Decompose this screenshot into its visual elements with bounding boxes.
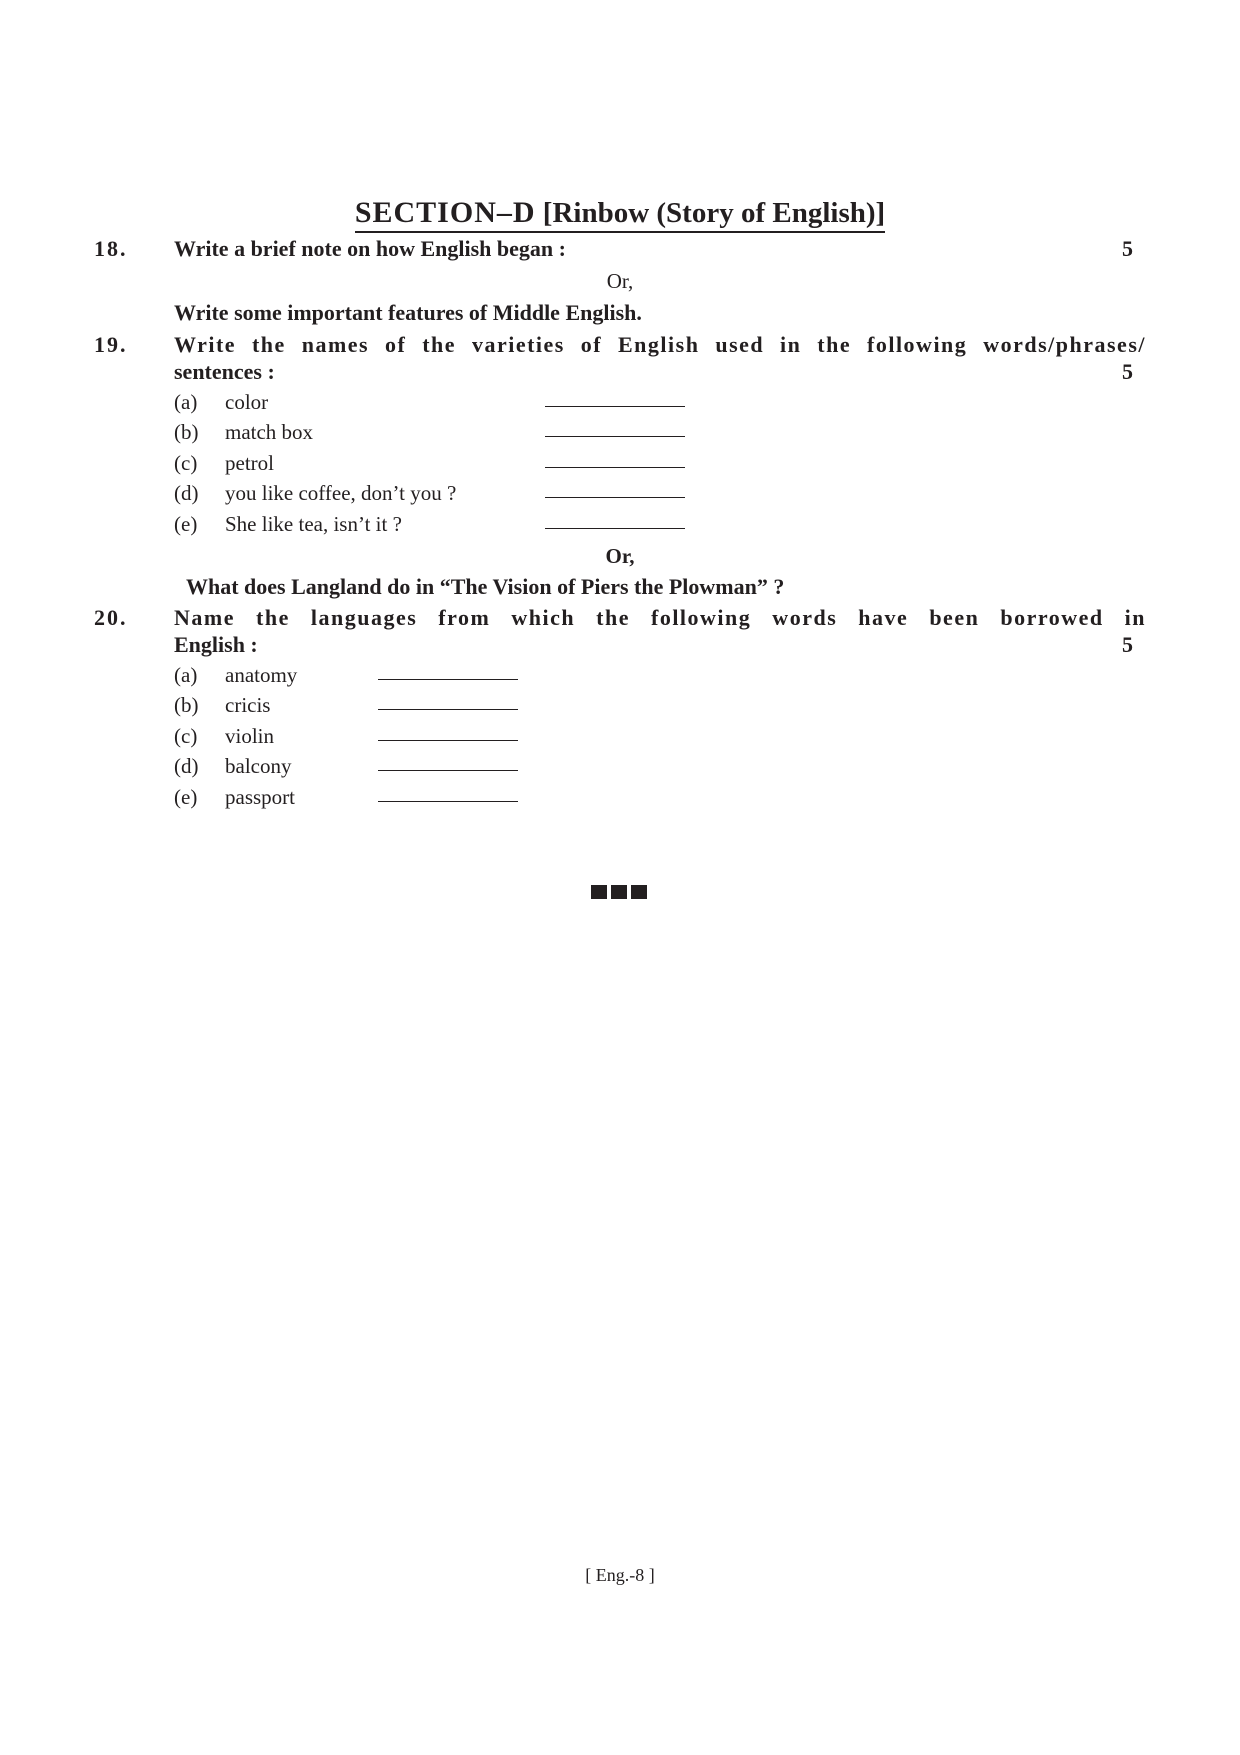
q20-option-label: (b) bbox=[174, 693, 199, 717]
q19-option-text: petrol bbox=[225, 451, 274, 475]
question-18-number: 18. bbox=[94, 236, 128, 261]
question-20-number: 20. bbox=[94, 605, 128, 630]
answer-blank bbox=[378, 709, 518, 710]
q20-option-text: balcony bbox=[225, 754, 292, 778]
square-icon bbox=[611, 885, 627, 899]
q20-option-label: (d) bbox=[174, 754, 199, 778]
q19-option-label: (d) bbox=[174, 481, 199, 505]
q19-option-label: (c) bbox=[174, 451, 198, 475]
section-subtitle: [Rinbow (Story of English)] bbox=[542, 197, 886, 229]
q19-option-label: (e) bbox=[174, 512, 198, 536]
q20-option-text: passport bbox=[225, 785, 295, 809]
question-19-alternative: What does Langland do in “The Vision of Piers the Plowman” ? bbox=[186, 574, 785, 599]
question-18-text: Write a brief note on how English began : bbox=[174, 236, 566, 261]
question-18-marks: 5 bbox=[1122, 236, 1133, 261]
answer-blank bbox=[378, 679, 518, 680]
question-18-alternative: Write some important features of Middle English. bbox=[174, 300, 642, 325]
q20-option-text: cricis bbox=[225, 693, 271, 717]
question-19-number: 19. bbox=[94, 332, 128, 357]
square-icon bbox=[591, 885, 607, 899]
section-title: SECTION–D bbox=[354, 196, 536, 229]
q19-option-label: (b) bbox=[174, 420, 199, 444]
answer-blank bbox=[378, 770, 518, 771]
answer-blank bbox=[545, 467, 685, 468]
answer-blank bbox=[545, 436, 685, 437]
question-19-or: Or, bbox=[605, 544, 635, 568]
q19-option-label: (a) bbox=[174, 390, 198, 414]
q20-option-text: violin bbox=[225, 724, 275, 748]
q19-option-text: color bbox=[225, 390, 269, 414]
question-19-marks: 5 bbox=[1122, 359, 1133, 384]
q20-option-label: (c) bbox=[174, 724, 198, 748]
answer-blank bbox=[545, 497, 685, 498]
end-of-section-marker bbox=[591, 885, 651, 904]
question-19-text-line2: sentences : bbox=[174, 359, 275, 384]
question-20-marks: 5 bbox=[1122, 632, 1133, 657]
square-icon bbox=[631, 885, 647, 899]
q19-option-text: you like coffee, don’t you ? bbox=[225, 481, 457, 505]
q20-option-text: anatomy bbox=[225, 663, 298, 687]
answer-blank bbox=[378, 801, 518, 802]
question-19-text-line1: Write the names of the varieties of English used in the following words/phrases/ bbox=[174, 332, 1146, 357]
section-heading bbox=[0, 196, 1240, 233]
answer-blank bbox=[545, 406, 685, 407]
answer-blank bbox=[378, 740, 518, 741]
question-20-text-line2: English : bbox=[174, 632, 258, 657]
q19-option-text: match box bbox=[225, 420, 314, 444]
question-18-or: Or, bbox=[606, 269, 634, 293]
answer-blank bbox=[545, 528, 685, 529]
question-20-text-line1: Name the languages from which the following words have been borrowed in bbox=[174, 605, 1146, 630]
q20-option-label: (a) bbox=[174, 663, 198, 687]
q20-option-label: (e) bbox=[174, 785, 198, 809]
q19-option-text: She like tea, isn’t it ? bbox=[225, 512, 402, 536]
page-footer: [ Eng.-8 ] bbox=[585, 1565, 655, 1585]
